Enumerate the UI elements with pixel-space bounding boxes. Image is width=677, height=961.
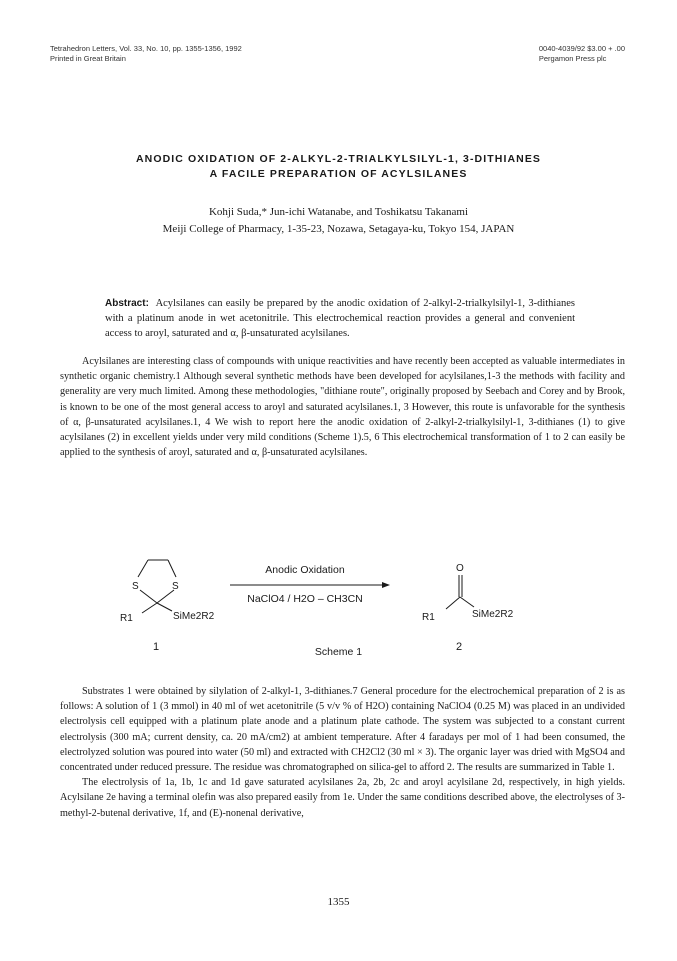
affiliation: Meiji College of Pharmacy, 1-35-23, Nozawa, Setagaya-ku, Tokyo 154, JAPAN xyxy=(162,223,515,235)
paper-title xyxy=(60,152,617,182)
compound-1-label: 1 xyxy=(153,641,160,653)
journal-citation xyxy=(50,44,242,64)
procedure-section xyxy=(60,684,625,821)
arrow-head xyxy=(382,582,390,588)
printed-line: Printed in Great Britain xyxy=(50,54,126,63)
author-names: Kohji Suda,* Jun-ichi Watanabe, and Toshikatsu Takanami xyxy=(208,206,469,218)
sime-group-right: SiMe2R2 xyxy=(472,609,514,620)
title-line-2: A FACILE PREPARATION OF ACYLSILANES xyxy=(209,168,468,180)
title-line-1: ANODIC OXIDATION OF 2-ALKYL-2-TRIALKYLSILYL-1, 3-DITHIANES xyxy=(135,153,542,165)
intro-paragraph: Acylsilanes are interesting class of compounds with unique reactivities and have recently been accepted as valuable intermediates in synthetic organic chemistry.1 Although several synthetic methods have been developed for acylsilanes,1-3 the methods with facility and generality are very much limited. Among these methodologies, "dithiane route", originally proposed by Seebach and Corey and by Brook, is known to be one of the most general access to aroyl and saturated acylsilanes.1, 3 However, this route is unfavorable for the synthesis of α, β-unsaturated acylsilanes.1, 4 We wish to report here the anodic oxidation of 2-alkyl-2-trialkylsilyl-1, 3-dithianes (1) to give acylsilanes (2) in excellent yields under very mild conditions (Scheme 1).5, 6 This electrochemical transformation of 1 to 2 can easily be applied to the synthesis of aroyl, saturated and α, β-unsaturated acylsilanes. xyxy=(60,356,625,459)
reagent-top: Anodic Oxidation xyxy=(265,564,345,576)
s-atom-right: S xyxy=(172,581,179,592)
scheme-caption: Scheme 1 xyxy=(314,646,363,658)
publisher-line: Pergamon Press plc xyxy=(538,54,607,63)
journal-line: Tetrahedron Letters, Vol. 33, No. 10, pp. 1355-1356, 1992 xyxy=(50,44,242,53)
abstract xyxy=(105,296,575,341)
intro-section xyxy=(60,354,625,460)
abstract-text: Acylsilanes can easily be prepared by the anodic oxidation of 2-alkyl-2-trialkylsilyl-1, 3-dithianes with a platinum anode in wet acetonitrile. This electrochemical reaction provides a general and convenient access to aroyl, saturated and α, β-unsaturated acylsilanes. xyxy=(105,298,575,339)
acylsilane-structure xyxy=(446,575,474,609)
compound-2-label: 2 xyxy=(456,641,463,653)
r1-group-right: R1 xyxy=(422,612,435,623)
r1-group-left: R1 xyxy=(120,613,133,624)
dithiane-structure xyxy=(138,560,176,613)
abstract-label: Abstract: xyxy=(105,298,149,309)
author-block xyxy=(60,204,617,238)
s-atom-left: S xyxy=(132,581,139,592)
page-number: 1355 xyxy=(327,896,350,908)
o-atom: O xyxy=(456,563,464,574)
issn-line: 0040-4039/92 $3.00 + .00 xyxy=(538,44,625,53)
reagent-bottom: NaClO4 / H2O – CH3CN xyxy=(247,593,363,605)
procedure-paragraph: Substrates 1 were obtained by silylation of 2-alkyl-1, 3-dithianes.7 General procedure for the electrochemical preparation of 2 is as follows: A solution of 1 (3 mmol) in 40 ml of wet acetonitrile (5 v/v % of H2O) containing NaClO4 (0.25 M) was placed in an undivided electrolysis cell equipped with a platinum plate anode and a platinum plate cathode. The system was subjected to a constant current electrolysis (300 mA; current density, ca. 20 mA/cm2) at ambient temperature. After 4 faradays per mol of 1 had been consumed, the electrolyzed solution was poured into water (50 ml) and extracted with CH2Cl2 (30 ml × 3). The organic layer was dried with MgSO4 and concentrated under reduced pressure. The residue was chromatographed on silica-gel to afford 2. The results are summarized in Table 1. xyxy=(60,686,625,774)
sime-group-left: SiMe2R2 xyxy=(173,611,215,622)
results-paragraph: The electrolysis of 1a, 1b, 1c and 1d gave saturated acylsilanes 2a, 2b, 2c and aroyl acylsilane 2d, respectively, in high yields. Acylsilane 2e having a terminal olefin was also prepared easily from 1e. Under the same conditions described above, the electrolyses of 3-methyl-2-butenal derivative, 1f, and (E)-nonenal derivative, xyxy=(60,777,625,819)
reaction-scheme xyxy=(120,535,560,660)
price-code xyxy=(539,44,625,64)
